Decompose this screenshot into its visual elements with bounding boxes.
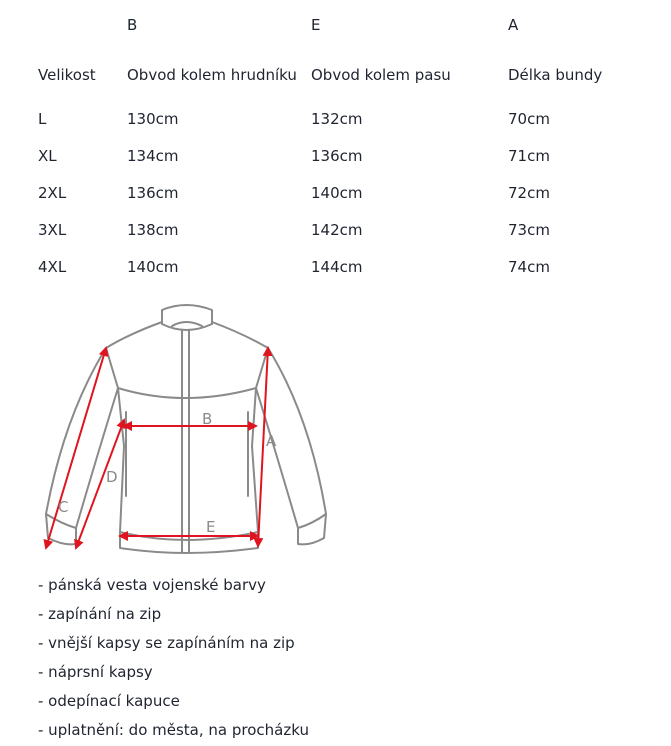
header-size: Velikost xyxy=(38,66,96,84)
row-length: 72cm xyxy=(508,184,550,202)
feature-item: - zapínání na zip xyxy=(38,605,162,623)
row-size: 2XL xyxy=(38,184,67,202)
label-b: B xyxy=(202,410,213,428)
feature-item: - uplatnění: do města, na procházku xyxy=(38,721,309,739)
label-a: A xyxy=(266,432,277,450)
row-length: 73cm xyxy=(508,221,550,239)
letter-a: A xyxy=(508,16,519,34)
row-waist: 142cm xyxy=(311,221,363,239)
row-chest: 134cm xyxy=(127,147,179,165)
feature-item: - pánská vesta vojenské barvy xyxy=(38,576,266,594)
feature-item: - náprsní kapsy xyxy=(38,663,153,681)
header-waist: Obvod kolem pasu xyxy=(311,66,451,84)
row-chest: 130cm xyxy=(127,110,179,128)
label-d: D xyxy=(106,468,118,486)
row-chest: 138cm xyxy=(127,221,179,239)
feature-item: - odepínací kapuce xyxy=(38,692,180,710)
row-waist: 144cm xyxy=(311,258,363,276)
letter-e: E xyxy=(311,16,321,34)
row-length: 71cm xyxy=(508,147,550,165)
row-size: 4XL xyxy=(38,258,67,276)
row-length: 70cm xyxy=(508,110,550,128)
row-waist: 132cm xyxy=(311,110,363,128)
jacket-diagram xyxy=(34,296,344,564)
row-waist: 140cm xyxy=(311,184,363,202)
arrow-c xyxy=(46,348,106,548)
row-size: L xyxy=(38,110,47,128)
row-size: 3XL xyxy=(38,221,67,239)
header-chest: Obvod kolem hrudníku xyxy=(127,66,297,84)
row-chest: 136cm xyxy=(127,184,179,202)
feature-item: - vnější kapsy se zapínáním na zip xyxy=(38,634,295,652)
row-chest: 140cm xyxy=(127,258,179,276)
letter-b: B xyxy=(127,16,138,34)
label-c: C xyxy=(58,498,69,516)
row-size: XL xyxy=(38,147,57,165)
header-length: Délka bundy xyxy=(508,66,603,84)
row-waist: 136cm xyxy=(311,147,363,165)
row-length: 74cm xyxy=(508,258,550,276)
label-e: E xyxy=(206,518,216,536)
